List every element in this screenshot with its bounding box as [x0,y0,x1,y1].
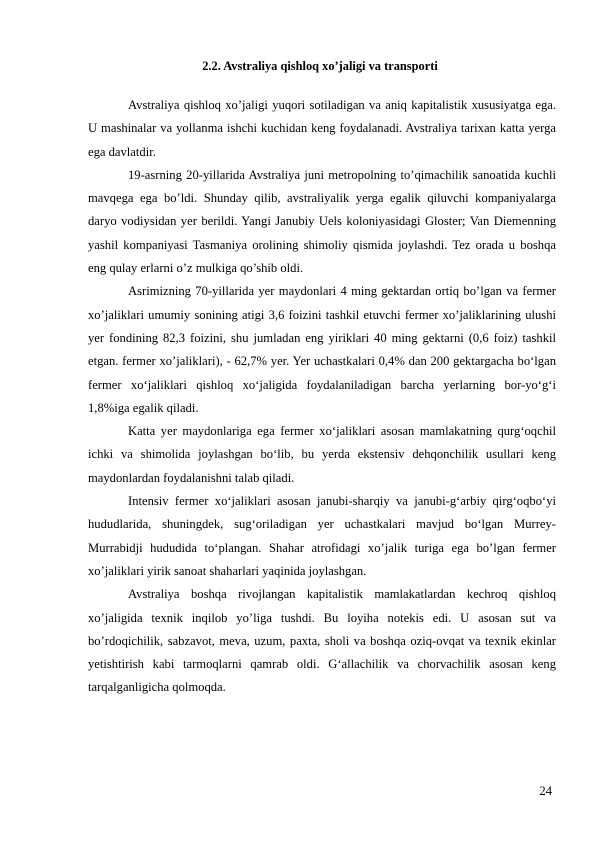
paragraph-6: Avstraliya boshqa rivojlangan kapitalistik mamlakatlardan kechroq qishloq xo’jaligida texnik inqilob yo’liga tushdi. Bu loyiha notekis edi. U asosan sut va bo’rdoqichilik, sabzavot, meva, uzum, paxta, sholi va boshqa oziq-ovqat va texnik ekinlar yetishtirish kabi tarmoqlarni qamrab oldi. G‘allachilik va chorvachilik asosan keng tarqalganligicha qolmoqda. [88,587,556,695]
paragraph-5: Intensiv fermer xo‘jaliklari asosan janubi-sharqiy va janubi-g‘arbiy qirg‘oqbo‘yi hududlarida, shuningdek, sug‘oriladigan yer uchastkalari mavjud bo‘lgan Murrey-Murrabidji hududida to‘plangan. Shahar atrofidagi xo’jalik turiga ega bo’lgan fermer xo’jaliklari yirik sanoat shaharlari yaqinida joylashgan. [88,494,556,578]
page-number: 24 [539,784,552,798]
body-text [88,94,556,700]
paragraph-3: Asrimizning 70-yillarida yer maydonlari 4 ming gektardan ortiq bo’lgan va fermer xo’jaliklari umumiy sonining atigi 3,6 foizini tashkil etuvchi fermer xo’jaliklarining ulushi yer fondining 82,3 foizini, shu jumladan eng yiriklari 40 ming gektarni (0,6 foiz) tashkil etgan. fermer xo’jaliklari), - 62,7% yer. Yer uchastkalari 0,4% dan 200 gektargacha bo‘lgan fermer xo‘jaliklari qishloq xo‘jaligida foydalaniladigan barcha yerlarning bor-yo‘g‘i 1,8%iga egalik qiladi. [88,284,556,415]
paragraph-2: 19-asrning 20-yillarida Avstraliya juni metropolning to’qimachilik sanoatida kuchli mavqega ega bo’ldi. Shunday qilib, avstraliyalik yerga egalik qiluvchi kompaniyalarga daryo vodiysidan yer berildi. Yangi Janubiy Uels koloniyasidagi Gloster; Van Diemenning yashil kompaniyasi Tasmaniya orolining shimoliy qismida joylashdi. Tez orada u boshqa eng qulay erlarni o’z mulkiga qo’shib oldi. [88,167,556,276]
section-title: 2.2. Avstraliya qishloq xo’jaligi va transporti [202,59,438,73]
paragraph-1: Avstraliya qishloq xo’jaligi yuqori sotiladigan va aniq kapitalistik xususiyatga ega. U mashinalar va yollanma ishchi kuchidan keng foydalanadi. Avstraliya tarixan katta yerga ega davlatdir. [88,98,556,159]
paragraph-4: Katta yer maydonlariga ega fermer xo‘jaliklari asosan mamlakatning qurg‘oqchil ichki va shimolida joylashgan bo‘lib, bu yerda ekstensiv dehqonchilik usullari keng maydonlardan foydalanishni talab qiladi. [88,424,556,485]
